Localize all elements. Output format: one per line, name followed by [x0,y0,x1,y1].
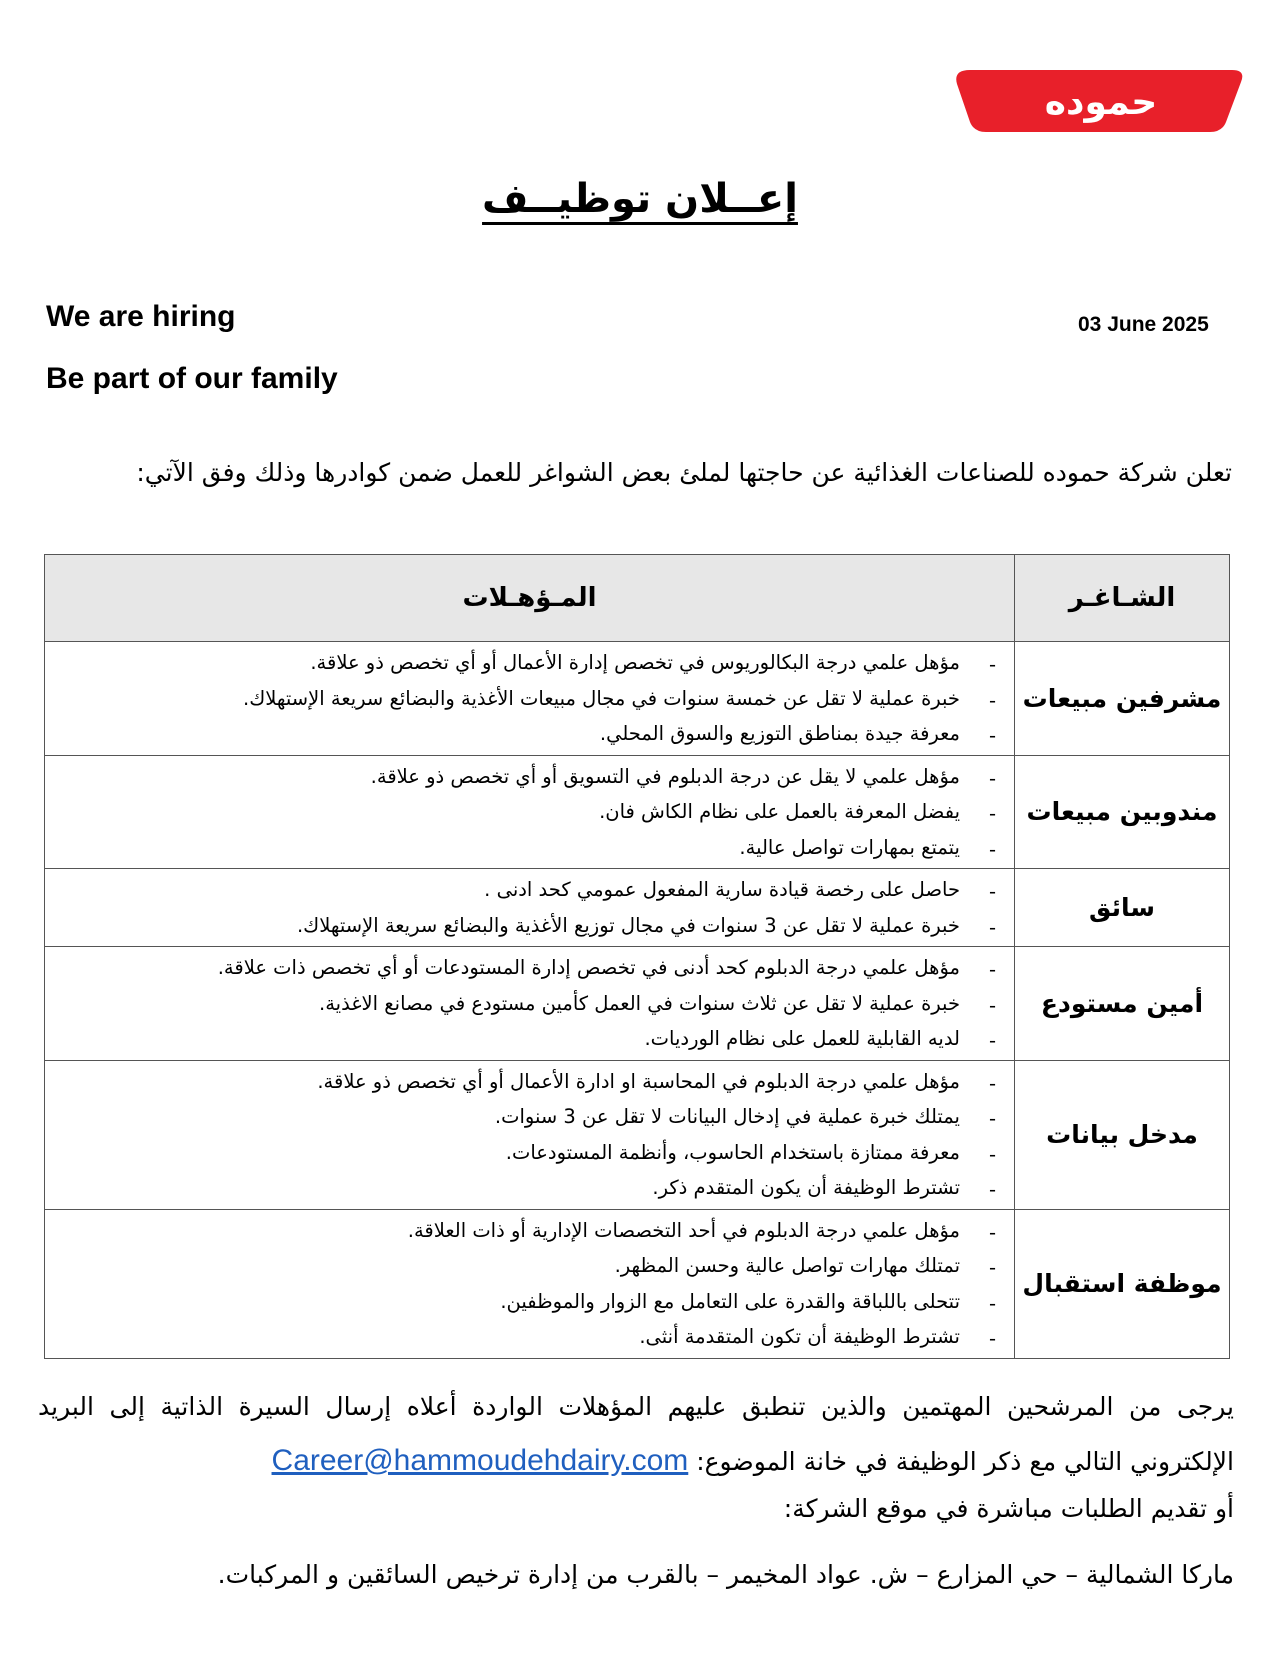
qualification-item: - معرفة ممتازة باستخدام الحاسوب، وأنظمة المستودعات. [49,1135,996,1171]
job-qualifications [45,1060,1015,1209]
logo-wordmark: حموده [1044,82,1158,123]
header-position: الشـاغـر [1015,555,1230,642]
job-position: مندوبين مبيعات [1015,755,1230,869]
qualification-item: - تشترط الوظيفة أن يكون المتقدم ذكر. [49,1170,996,1206]
jobs-table-header [45,555,1230,642]
page-title: إعــلان توظيــف [482,176,798,222]
table-row [45,1060,1230,1209]
apply-instructions [38,1380,1234,1489]
qualification-item: - يفضل المعرفة بالعمل على نظام الكاش فان. [49,794,996,830]
qualification-item: - خبرة عملية لا تقل عن 3 سنوات في مجال توزيع الأغذية والبضائع سريعة الإستهلاك. [49,908,996,944]
qualification-item: - خبرة عملية لا تقل عن ثلاث سنوات في العمل كأمين مستودع في مصانع الاغذية. [49,986,996,1022]
table-row [45,1209,1230,1358]
company-address: ماركا الشمالية – حي المزارع – ش. عواد المخيمر – بالقرب من إدارة ترخيص السائقين و المركبات. [217,1560,1234,1589]
qualification-item: - مؤهل علمي درجة الدبلوم في أحد التخصصات الإدارية أو ذات العلاقة. [49,1213,996,1249]
qualification-item: - مؤهل علمي درجة البكالوريوس في تخصص إدارة الأعمال أو أي تخصص ذو علاقة. [49,645,996,681]
job-qualifications [45,869,1015,947]
qualification-item: - حاصل على رخصة قيادة سارية المفعول عمومي كحد ادنى . [49,872,996,908]
job-position: مدخل بيانات [1015,1060,1230,1209]
qualification-item: - تتحلى باللباقة والقدرة على التعامل مع الزوار والموظفين. [49,1284,996,1320]
qualification-item: - خبرة عملية لا تقل عن خمسة سنوات في مجال مبيعات الأغذية والبضائع سريعة الإستهلاك. [49,681,996,717]
job-position: أمين مستودع [1015,947,1230,1061]
job-qualifications [45,1209,1015,1358]
qualification-item: - يتمتع بمهارات تواصل عالية. [49,830,996,866]
intro-paragraph: تعلن شركة حموده للصناعات الغذائية عن حاجتها لملئ بعض الشواغر للعمل ضمن كوادرها وذلك وفق الآتي: [136,458,1232,487]
qualification-item: - معرفة جيدة بمناطق التوزيع والسوق المحلي. [49,716,996,752]
job-qualifications [45,642,1015,756]
hiring-heading: We are hiring [46,300,236,333]
table-row [45,755,1230,869]
announcement-date: 03 June 2025 [1078,313,1209,336]
job-qualifications [45,947,1015,1061]
job-position: موظفة استقبال [1015,1209,1230,1358]
job-qualifications [45,755,1015,869]
hammoudeh-logo [956,70,1246,132]
table-row [45,869,1230,947]
header-qualifications: المـؤهـلات [45,555,1015,642]
qualification-item: - مؤهل علمي درجة الدبلوم كحد أدنى في تخصص إدارة المستودعات أو أي تخصص ذات علاقة. [49,950,996,986]
qualification-item: - لديه القابلية للعمل على نظام الورديات. [49,1021,996,1057]
qualification-item: - يمتلك خبرة عملية في إدخال البيانات لا تقل عن 3 سنوات. [49,1099,996,1135]
family-subheading: Be part of our family [46,362,338,395]
apply-text: يرجى من المرشحين المهتمين والذين تنطبق عليهم المؤهلات الواردة أعلاه إرسال السيرة الذاتية إلى البريد الإلكتروني التالي مع ذكر الوظيفة في خانة الموضوع: [38,1392,1234,1476]
qualification-item: - تمتلك مهارات تواصل عالية وحسن المظهر. [49,1248,996,1284]
table-row [45,947,1230,1061]
qualification-item: - مؤهل علمي لا يقل عن درجة الدبلوم في التسويق أو أي تخصص ذو علاقة. [49,759,996,795]
apply-in-person-text: أو تقديم الطلبات مباشرة في موقع الشركة: [783,1494,1234,1523]
table-row [45,642,1230,756]
qualification-item: - تشترط الوظيفة أن تكون المتقدمة أنثى. [49,1319,996,1355]
career-email-link[interactable]: Career@hammoudehdairy.com [271,1444,689,1477]
job-position: سائق [1015,869,1230,947]
qualification-item: - مؤهل علمي درجة الدبلوم في المحاسبة او ادارة الأعمال أو أي تخصص ذو علاقة. [49,1064,996,1100]
jobs-table [44,554,1230,1359]
job-position: مشرفين مبيعات [1015,642,1230,756]
